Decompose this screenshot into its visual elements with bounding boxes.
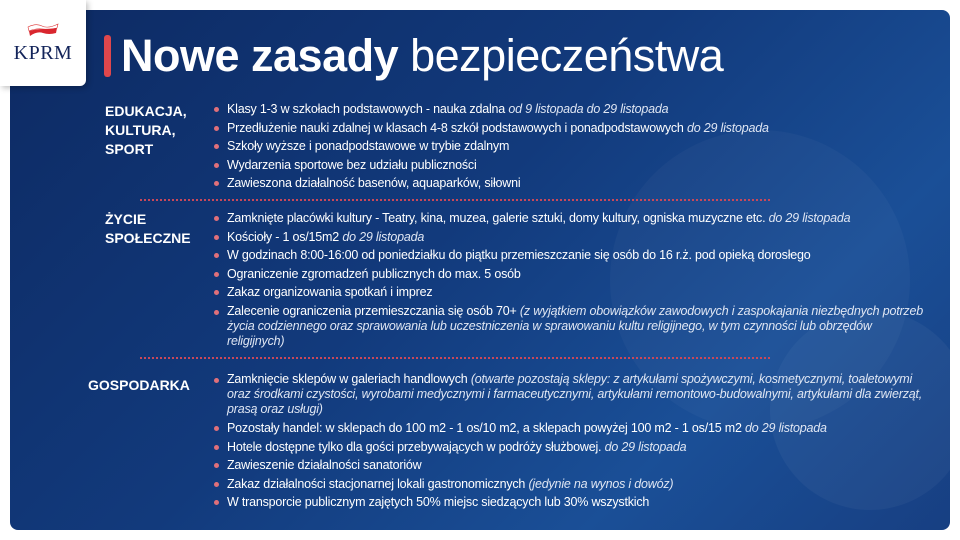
page-title — [104, 30, 723, 82]
list-item — [214, 438, 927, 457]
section-label: GOSPODARKA — [88, 377, 190, 393]
title-bold: Nowe zasady — [121, 30, 399, 81]
list-item — [214, 370, 927, 419]
item-text: Hotele dostępne tylko dla gości przebywających w podróży służbowej. — [227, 439, 602, 454]
list-item — [214, 493, 927, 512]
item-note: do 29 listopada — [768, 211, 851, 225]
list-item — [214, 209, 927, 228]
item-text: Ograniczenie zgromadzeń publicznych do max. 5 osób — [227, 266, 521, 281]
list-item — [214, 119, 769, 138]
item-text: Zalecenie ograniczenia przemieszczania się osób 70+ — [227, 303, 517, 318]
item-text: Zakaz działalności stacjonarnej lokali gastronomicznych — [227, 476, 526, 491]
item-note: (z wyjątkiem obowiązków zawodowych i zaspokajania niezbędnych potrzeb życia codziennego oraz sprawowania lub uczestniczenia w sprawowaniu kultu religijnego, w tym czynności lub obrzędów religijnych) — [227, 303, 923, 348]
bullet-icon — [214, 290, 219, 295]
item-text: W godzinach 8:00-16:00 od poniedziałku do piątku przemieszczanie się osób do 16 r.ż. pod opieką dorosłego — [227, 248, 811, 262]
bullet-icon — [214, 163, 219, 168]
bullet-list — [214, 100, 769, 193]
bullet-icon — [214, 235, 219, 240]
flag-icon — [26, 21, 60, 37]
list-item — [214, 302, 927, 351]
item-note: do 29 listopada — [604, 439, 687, 454]
section-label: EDUKACJA, KULTURA, SPORT — [105, 103, 187, 157]
item-text: Zakaz organizowania spotkań i imprez — [227, 285, 433, 299]
bullet-icon — [214, 445, 219, 450]
item-text: Klasy 1-3 w szkołach podstawowych - nauka zdalna — [227, 102, 506, 116]
bullet-icon — [214, 463, 219, 468]
item-note: od 9 listopada do 29 listopada — [508, 102, 669, 116]
bullet-icon — [214, 310, 219, 315]
bullet-icon — [214, 126, 219, 131]
bullet-icon — [214, 216, 219, 221]
kprm-logo — [0, 0, 86, 86]
bullet-icon — [214, 378, 219, 383]
list-item — [214, 419, 927, 438]
item-text: W transporcie publicznym zajętych 50% miejsc siedzących lub 30% wszystkich — [227, 495, 650, 509]
section-label: ŻYCIE SPOŁECZNE — [105, 211, 191, 246]
divider — [140, 357, 770, 359]
bullet-icon — [214, 482, 219, 487]
list-item — [214, 475, 927, 494]
item-text: Szkoły wyższe i ponadpodstawowe w trybie zdalnym — [227, 139, 510, 153]
item-text: Zamknięcie sklepów w galeriach handlowych — [227, 372, 468, 386]
bullet-icon — [214, 144, 219, 149]
bullet-icon — [214, 426, 219, 431]
list-item — [214, 174, 769, 193]
bullet-icon — [214, 107, 219, 112]
item-note: do 29 listopada — [745, 421, 827, 435]
item-note: do 29 listopada — [686, 120, 769, 135]
list-item — [214, 156, 769, 175]
item-note: (jedynie na wynos i dowóz) — [528, 476, 674, 491]
bullet-icon — [214, 500, 219, 505]
item-text: Zamknięte placówki kultury - Teatry, kina, muzea, galerie sztuki, domy kultury, ogniska muzyczne etc. — [227, 211, 766, 225]
list-item — [214, 228, 927, 247]
list-item — [214, 246, 927, 265]
divider — [140, 199, 770, 201]
title-accent-bar — [104, 35, 111, 77]
item-text: Zawieszona działalność basenów, aquaparków, siłowni — [227, 176, 521, 190]
bullet-icon — [214, 253, 219, 258]
bullet-list — [214, 209, 927, 351]
bullet-list — [214, 370, 927, 512]
bullet-icon — [214, 272, 219, 277]
item-text: Wydarzenia sportowe bez udziału publiczności — [227, 157, 477, 172]
item-note: (otwarte pozostają sklepy: z artykułami spożywczymi, kosmetycznymi, toaletowymi oraz środkami czystości, wyrobami medycznymi i farmaceutycznymi, artykułami remontowo-budowalnymi, artykułami dla zwierząt, prasą oraz usługi) — [227, 372, 923, 416]
item-text: Zawieszenie działalności sanatoriów — [227, 458, 422, 472]
list-item — [214, 137, 769, 156]
item-text: Pozostały handel: w sklepach do 100 m2 - 1 os/10 m2, a sklepach powyżej 100 m2 - 1 os/15 m2 — [227, 421, 742, 435]
item-text: Kościoły - 1 os/15m2 — [227, 229, 340, 244]
title-light: bezpieczeństwa — [410, 30, 724, 81]
list-item — [214, 265, 927, 284]
item-note: do 29 listopada — [342, 229, 425, 244]
list-item — [214, 100, 769, 119]
bullet-icon — [214, 181, 219, 186]
logo-text: KPRM — [13, 42, 73, 64]
list-item — [214, 283, 927, 302]
list-item — [214, 456, 927, 475]
item-text: Przedłużenie nauki zdalnej w klasach 4-8 szkół podstawowych i ponadpodstawowych — [227, 120, 684, 135]
